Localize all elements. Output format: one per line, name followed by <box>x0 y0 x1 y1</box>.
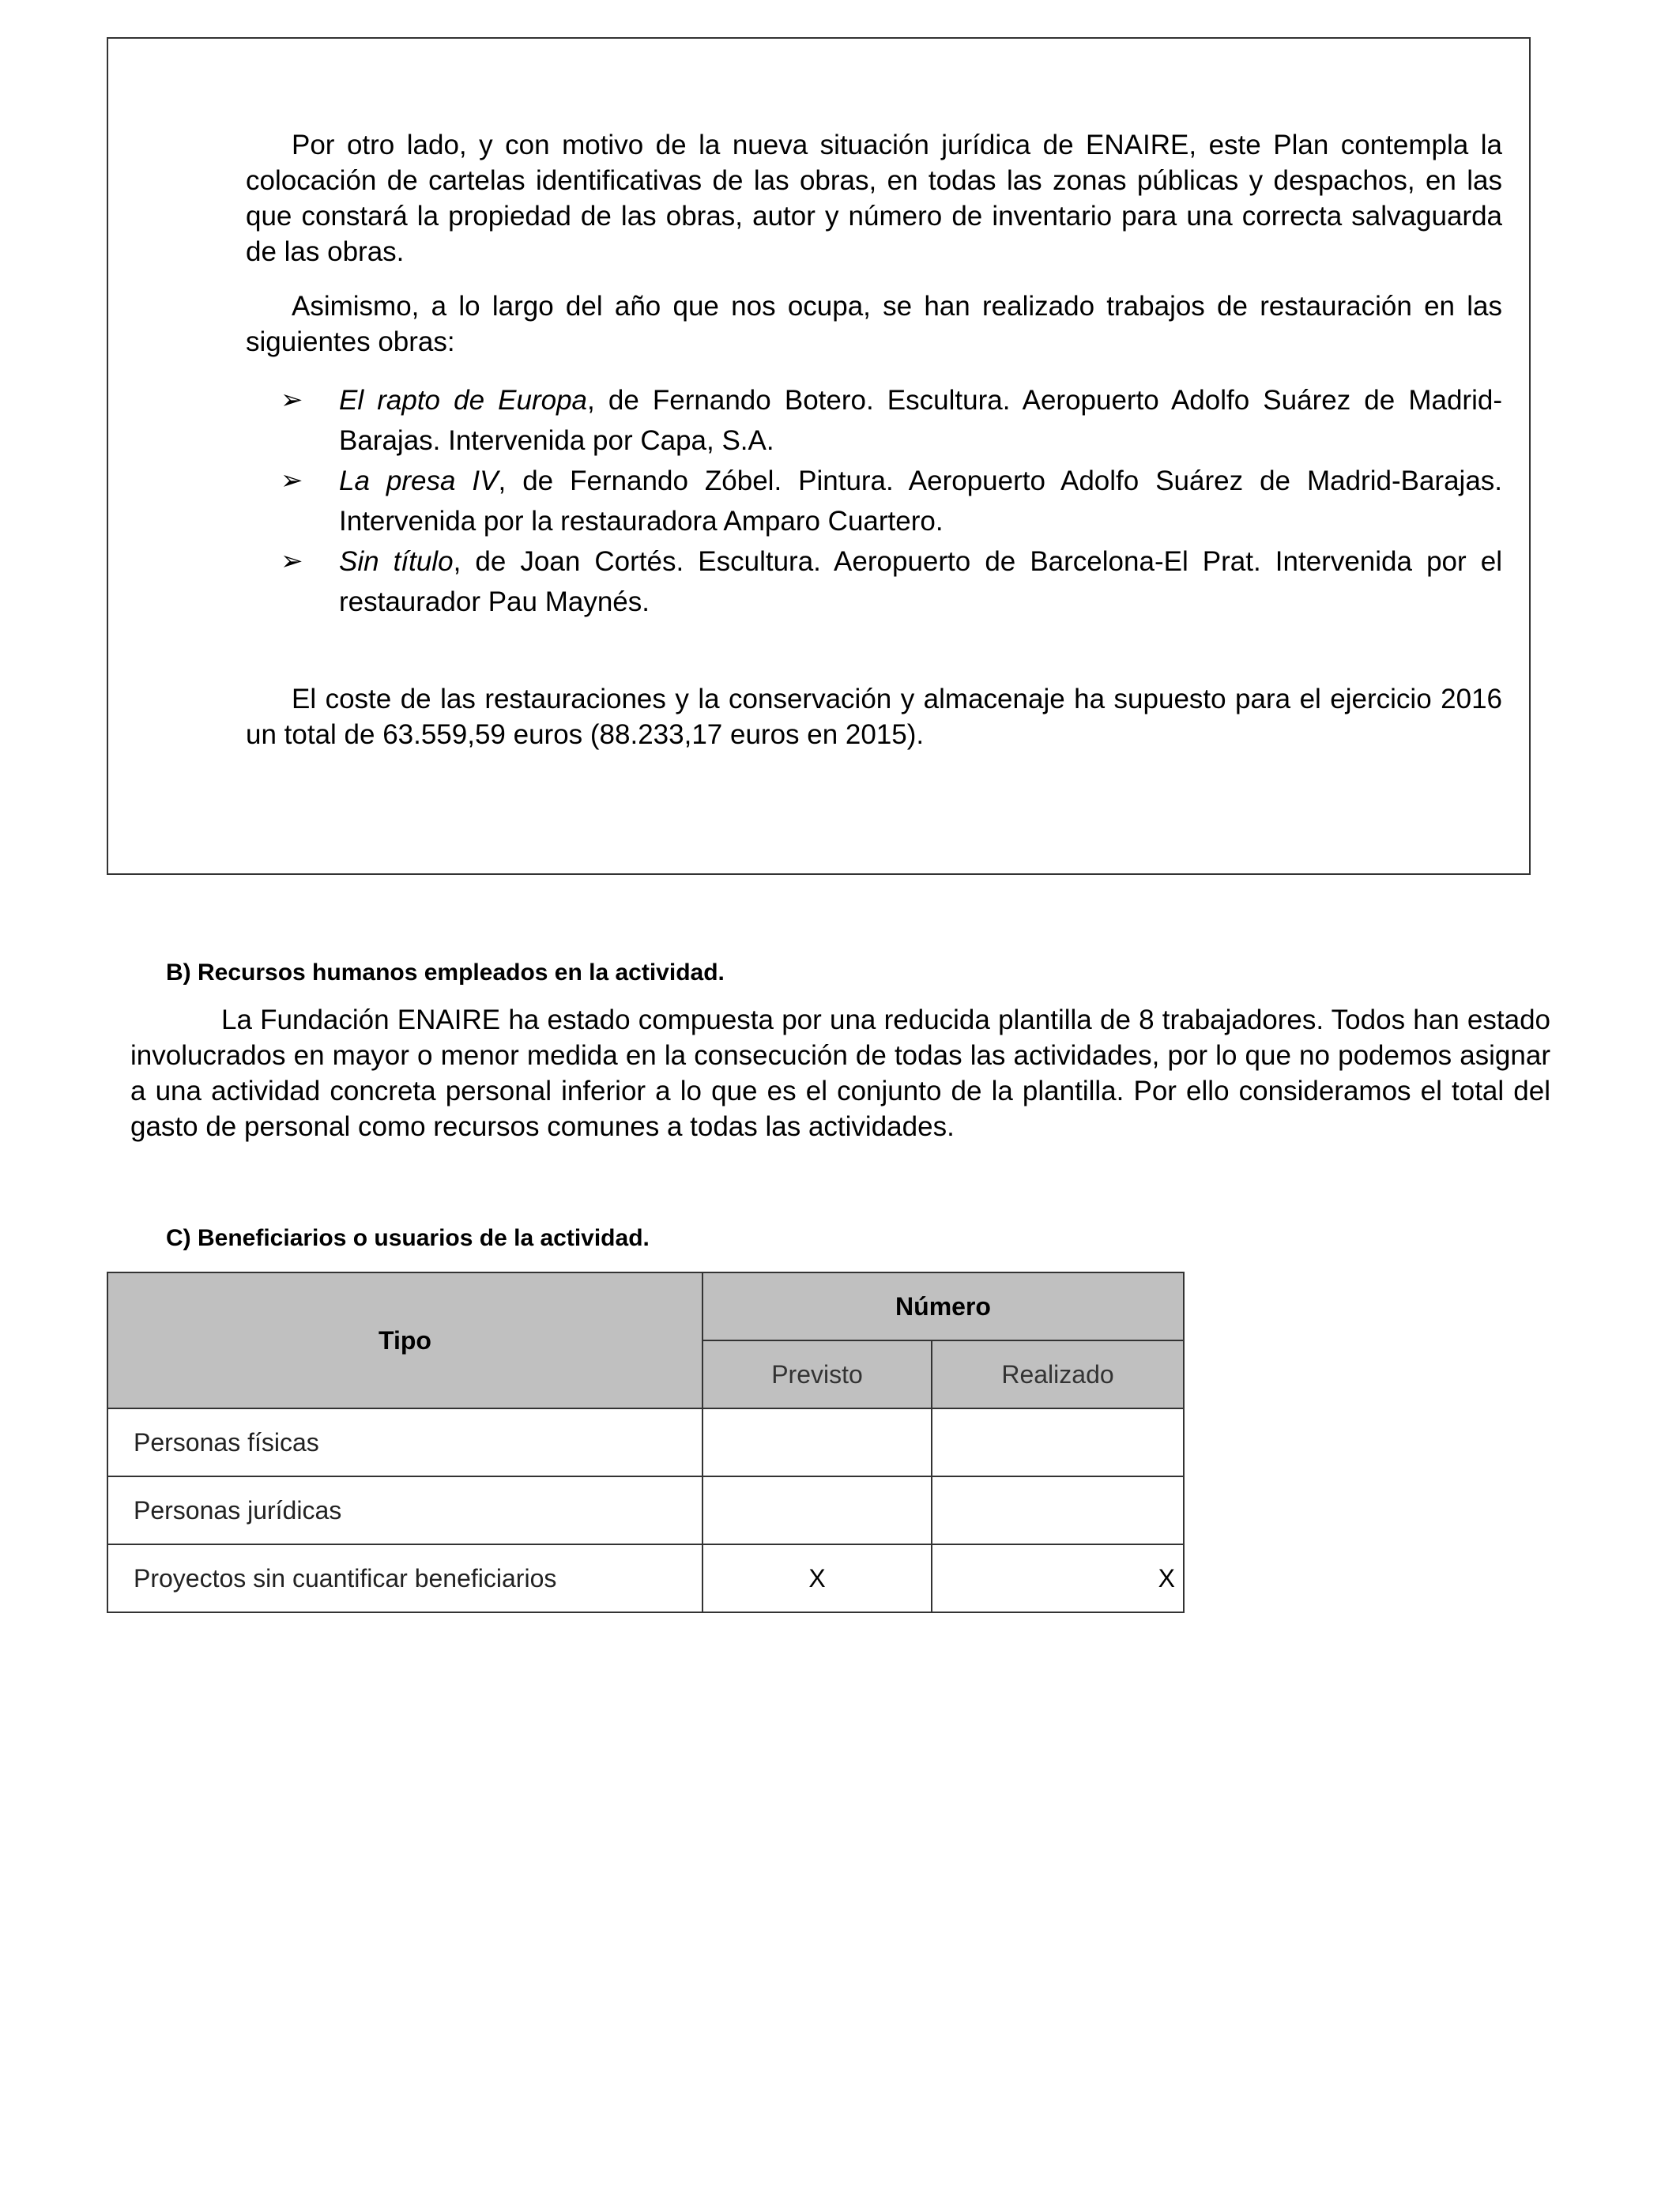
paragraph-coste: El coste de las restauraciones y la conservación y almacenaje ha supuesto para el ejercicio 2016 un total de 63.559,59 euros (88.233,17 euros en 2015). <box>246 684 1502 750</box>
section-b-paragraph: La Fundación ENAIRE ha estado compuesta por una reducida plantilla de 8 trabajadores. Todos han estado involucrados en mayor o menor medida en la consecución de todas las actividades, por lo que no podemos asignar a una actividad concreta personal inferior a lo que es el conjunto de la plantilla. Por ello consideramos el total del gasto de personal como recursos comunes a todas las actividades. <box>130 1005 1550 1142</box>
obra-title: Sin título <box>339 546 454 577</box>
obra-title: El rapto de Europa <box>339 385 588 416</box>
beneficiarios-table <box>107 1272 1185 1613</box>
header-tipo: Tipo <box>107 1272 703 1408</box>
restoration-box <box>107 37 1531 875</box>
row-tipo: Personas jurídicas <box>107 1476 703 1544</box>
obra-description: , de Fernando Zóbel. Pintura. Aeropuerto Adolfo Suárez de Madrid-Barajas. Intervenida por la restauradora Amparo Cuartero. <box>339 466 1503 537</box>
row-realizado: X <box>932 1544 1184 1612</box>
row-previsto: X <box>703 1544 932 1612</box>
paragraph-restauracion-intro: Asimismo, a lo largo del año que nos ocupa, se han realizado trabajos de restauración en las siguientes obras: <box>246 291 1502 357</box>
list-item <box>246 380 1502 461</box>
row-realizado <box>932 1476 1184 1544</box>
obras-list <box>246 380 1502 622</box>
restoration-content <box>246 127 1502 752</box>
list-item <box>246 541 1502 622</box>
header-numero: Número <box>703 1272 1184 1340</box>
table-row <box>107 1544 1184 1612</box>
header-previsto: Previsto <box>703 1340 932 1408</box>
arrow-bullet-icon: ➢ <box>281 466 303 496</box>
row-realizado <box>932 1408 1184 1476</box>
section-c-title: C) Beneficiarios o usuarios de la actividad. <box>166 1225 650 1251</box>
table-header-row <box>107 1272 1184 1340</box>
row-tipo: Proyectos sin cuantificar beneficiarios <box>107 1544 703 1612</box>
arrow-bullet-icon: ➢ <box>281 385 303 415</box>
table-row <box>107 1476 1184 1544</box>
obra-description: , de Joan Cortés. Escultura. Aeropuerto de Barcelona-El Prat. Intervenida por el restaurador Pau Maynés. <box>339 546 1502 617</box>
obra-description: , de Fernando Botero. Escultura. Aeropuerto Adolfo Suárez de Madrid-Barajas. Intervenida por Capa, S.A. <box>339 385 1502 456</box>
row-previsto <box>703 1476 932 1544</box>
arrow-bullet-icon: ➢ <box>281 546 303 576</box>
paragraph-cartelas: Por otro lado, y con motivo de la nueva situación jurídica de ENAIRE, este Plan contempla la colocación de cartelas identificativas de las obras, en todas las zonas públicas y despachos, en las que constará la propiedad de las obras, autor y número de inventario para una correcta salvaguarda de las obras. <box>246 130 1502 267</box>
row-tipo: Personas físicas <box>107 1408 703 1476</box>
header-realizado: Realizado <box>932 1340 1184 1408</box>
list-item <box>246 461 1502 541</box>
row-previsto <box>703 1408 932 1476</box>
table-row <box>107 1408 1184 1476</box>
section-b-title: B) Recursos humanos empleados en la actividad. <box>166 959 725 986</box>
obra-title: La presa IV <box>339 466 499 496</box>
